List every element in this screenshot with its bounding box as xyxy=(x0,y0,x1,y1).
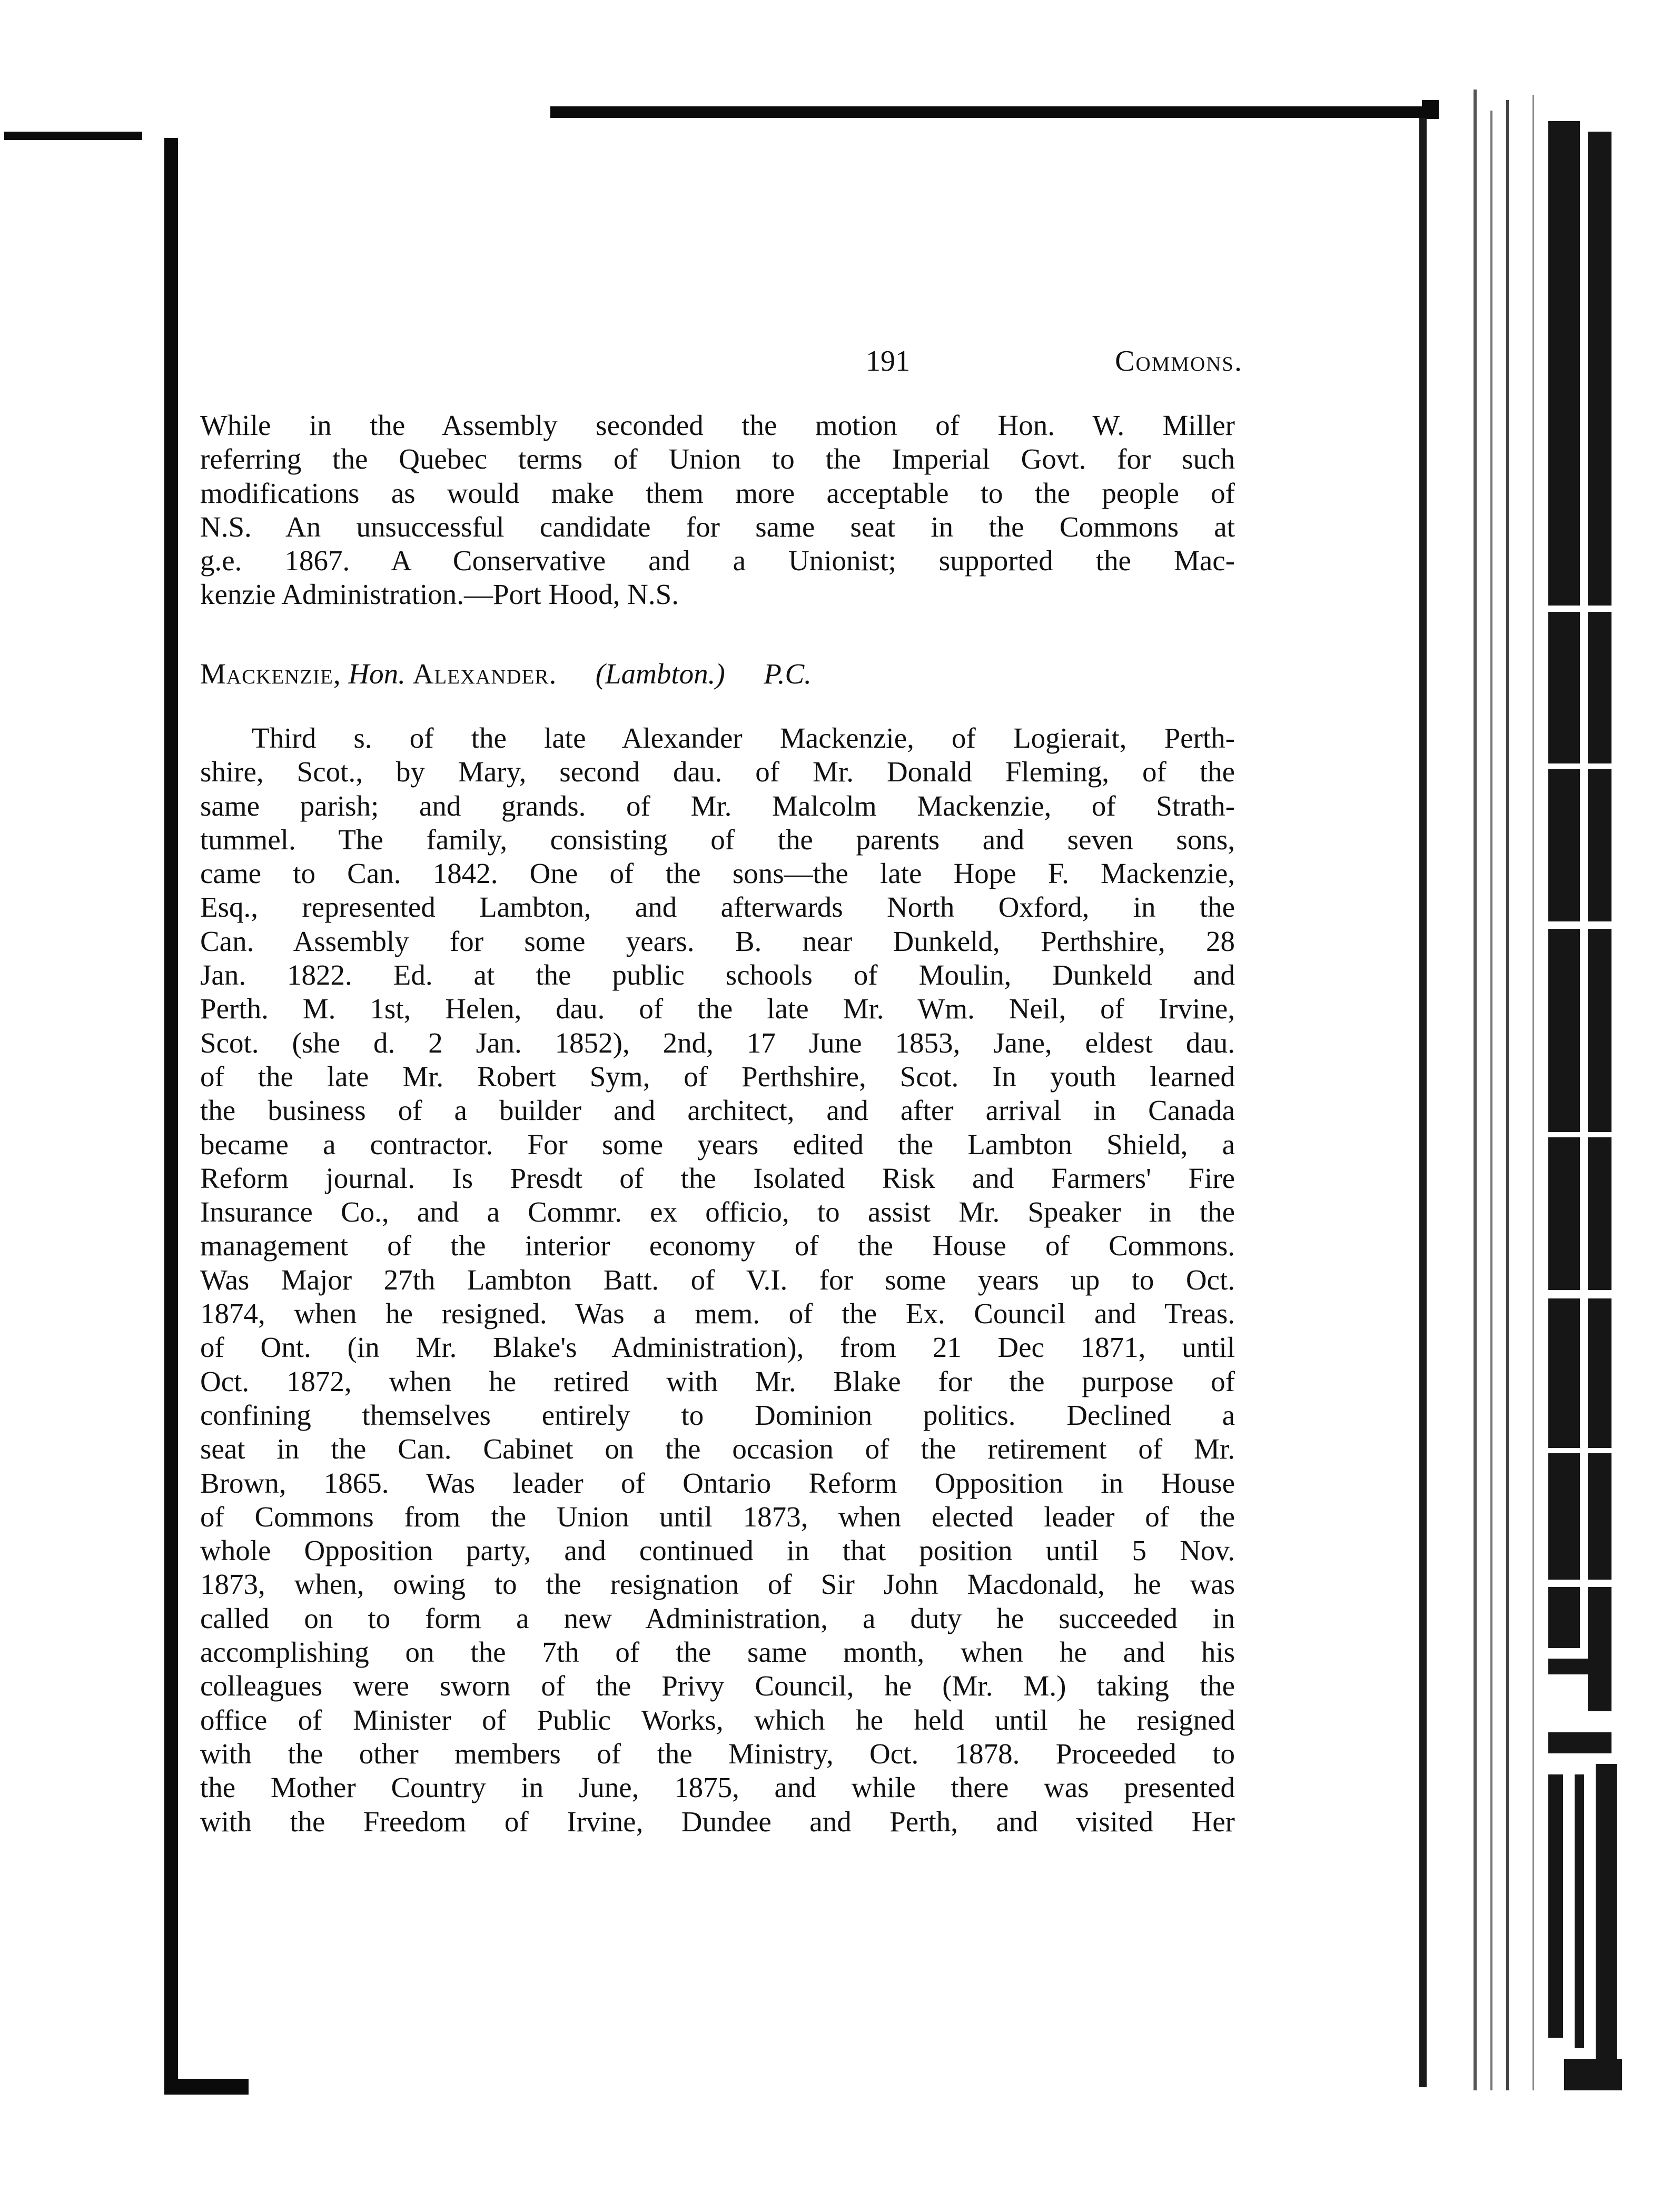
section-name: Commons. xyxy=(1115,345,1243,378)
text-line: office of Minister of Public Works, which he held until he resigned xyxy=(200,1703,1235,1736)
scan-border-left-foot xyxy=(164,2079,249,2095)
text-line: While in the Assembly seconded the motion of Hon. W. Miller xyxy=(200,409,1235,441)
text-line: modifications as would make them more acceptable to the people of xyxy=(200,477,1235,509)
scan-border-left xyxy=(164,138,178,2094)
text-line: with the other members of the Ministry, Oct. 1878. Proceeded to xyxy=(200,1737,1235,1770)
text-line: same parish; and grands. of Mr. Malcolm Mackenzie, of Strath- xyxy=(200,789,1235,822)
page-number: 191 xyxy=(866,345,910,378)
text-line: accomplishing on the 7th of the same month, when he and his xyxy=(200,1636,1235,1669)
text-line: the Mother Country in June, 1875, and while there was presented xyxy=(200,1771,1235,1804)
entry-given-name: Alexander. xyxy=(412,658,557,690)
scan-border-left-top xyxy=(4,132,142,140)
entry-honorific: Hon. xyxy=(348,658,406,690)
text-line: Insurance Co., and a Commr. ex officio, to assist Mr. Speaker in the xyxy=(200,1196,1235,1228)
text-line: of the late Mr. Robert Sym, of Perthshire, Scot. In youth learned xyxy=(200,1060,1235,1093)
text-line: became a contractor. For some years edited the Lambton Shield, a xyxy=(200,1128,1235,1160)
text-line: Brown, 1865. Was leader of Ontario Reform Opposition in House xyxy=(200,1466,1235,1499)
text-line: kenzie Administration.—Port Hood, N.S. xyxy=(200,578,679,611)
text-line: shire, Scot., by Mary, second dau. of Mr. Donald Fleming, of the xyxy=(200,756,1235,788)
text-line: with the Freedom of Irvine, Dundee and Perth, and visited Her xyxy=(200,1805,1235,1838)
text-line: Scot. (she d. 2 Jan. 1852), 2nd, 17 June 1853, Jane, eldest dau. xyxy=(200,1026,1235,1059)
scan-border-top-corner xyxy=(1422,100,1439,119)
text-line: 1873, when, owing to the resignation of Sir John Macdonald, he was xyxy=(200,1568,1235,1601)
entry-surname: Mackenzie, xyxy=(200,658,341,690)
text-line: came to Can. 1842. One of the sons—the late Hope F. Mackenzie, xyxy=(200,857,1235,890)
facing-page-bleed-through xyxy=(1469,79,1627,2090)
text-line: Third s. of the late Alexander Mackenzie, of Logierait, Perth- xyxy=(252,722,1235,754)
text-line: of Ont. (in Mr. Blake's Administration), from 21 Dec 1871, until xyxy=(200,1331,1235,1364)
text-line: called on to form a new Administration, a duty he succeeded in xyxy=(200,1602,1235,1634)
scan-border-top xyxy=(550,106,1438,118)
text-line: referring the Quebec terms of Union to the Imperial Govt. for such xyxy=(200,443,1235,475)
text-line: 1874, when he resigned. Was a mem. of the Ex. Council and Treas. xyxy=(200,1297,1235,1330)
entry-constituency: (Lambton.) xyxy=(595,658,725,690)
text-line: Perth. M. 1st, Helen, dau. of the late Mr. Wm. Neil, of Irvine, xyxy=(200,993,1235,1025)
text-line: colleagues were sworn of the Privy Council, he (Mr. M.) taking the xyxy=(200,1670,1235,1702)
text-line: Jan. 1822. Ed. at the public schools of Moulin, Dunkeld and xyxy=(200,959,1235,991)
text-line: g.e. 1867. A Conservative and a Unionist; supported the Mac- xyxy=(200,544,1235,577)
previous-entry-text xyxy=(200,409,1235,612)
text-line: tummel. The family, consisting of the parents and seven sons, xyxy=(200,823,1235,856)
text-line: N.S. An unsuccessful candidate for same seat in the Commons at xyxy=(200,510,1235,543)
entry-heading xyxy=(200,656,812,692)
text-line: Oct. 1872, when he retired with Mr. Blake for the purpose of xyxy=(200,1365,1235,1397)
text-line: Esq., represented Lambton, and afterwards North Oxford, in the xyxy=(200,891,1235,924)
text-line: management of the interior economy of the House of Commons. xyxy=(200,1229,1235,1262)
entry-body-text xyxy=(200,721,1235,1839)
text-line: Reform journal. Is Presdt of the Isolated Risk and Farmers' Fire xyxy=(200,1162,1235,1194)
text-line: the business of a builder and architect, and after arrival in Canada xyxy=(200,1094,1235,1127)
scan-border-right xyxy=(1419,118,1427,2087)
text-line: of Commons from the Union until 1873, when elected leader of the xyxy=(200,1500,1235,1533)
entry-designation: P.C. xyxy=(764,658,812,690)
text-line: seat in the Can. Cabinet on the occasion of the retirement of Mr. xyxy=(200,1433,1235,1465)
text-line: Can. Assembly for some years. B. near Dunkeld, Perthshire, 28 xyxy=(200,925,1235,957)
text-line: Was Major 27th Lambton Batt. of V.I. for some years up to Oct. xyxy=(200,1263,1235,1296)
text-line: confining themselves entirely to Dominion politics. Declined a xyxy=(200,1398,1235,1431)
text-line: whole Opposition party, and continued in that position until 5 Nov. xyxy=(200,1534,1235,1567)
